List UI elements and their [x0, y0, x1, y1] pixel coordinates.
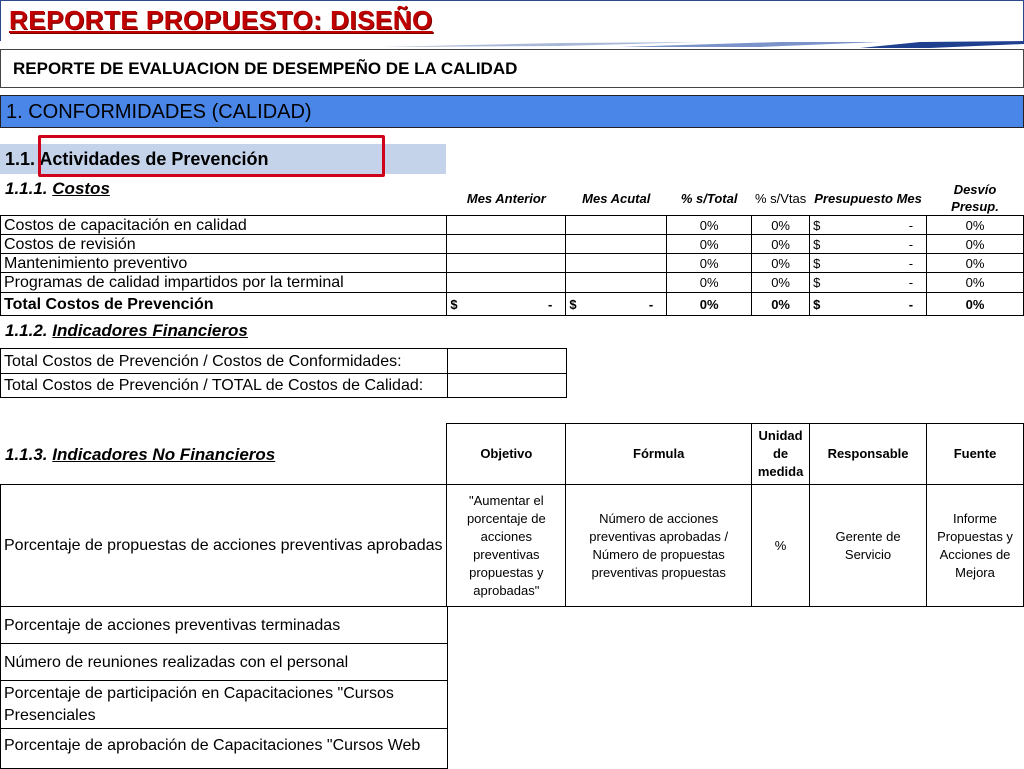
- cell-empty[interactable]: [566, 216, 667, 235]
- cell-empty[interactable]: [566, 254, 667, 273]
- cell-empty[interactable]: [448, 374, 567, 398]
- total-budget: $ -: [810, 293, 927, 316]
- col-unidad: Unidad de medida: [752, 424, 810, 485]
- report-subtitle: REPORTE DE EVALUACION DE DESEMPEÑO DE LA CALIDAD: [13, 59, 518, 78]
- cell-empty[interactable]: [566, 235, 667, 254]
- nonfinancial-heading-num: 1.1.3.: [5, 445, 48, 464]
- row-label: Porcentaje de acciones preventivas terminadas: [1, 607, 448, 644]
- cell-empty[interactable]: [447, 254, 566, 273]
- cell-budget: $ -: [810, 273, 927, 293]
- section-title: 1. CONFORMIDADES (CALIDAD): [6, 101, 312, 123]
- table-row: [1, 273, 1024, 293]
- section-header: [0, 95, 1024, 128]
- col-objetivo: Objetivo: [447, 424, 566, 485]
- table-row: [1, 607, 448, 644]
- table-row: [1, 681, 448, 729]
- cell-deviation: 0%: [927, 273, 1024, 293]
- nonfinancial-header-row: [1, 424, 1024, 485]
- nonfinancial-heading-text: Indicadores No Financieros: [52, 445, 276, 464]
- costs-table: [0, 181, 1024, 316]
- cell-empty[interactable]: [447, 273, 566, 293]
- title-bar: [0, 0, 1024, 42]
- row-label: Total Costos de Prevención / TOTAL de Costos de Calidad:: [1, 374, 448, 398]
- col-responsable: Responsable: [810, 424, 927, 485]
- financial-heading-num: 1.1.2.: [5, 321, 48, 340]
- total-row: [1, 293, 1024, 316]
- col-desvio: Desvío Presup.: [951, 182, 999, 214]
- table-row: [1, 644, 448, 681]
- cell-pct-vtas: 0%: [752, 235, 810, 254]
- row-label: Total Costos de Prevención / Costos de Conformidades:: [1, 349, 448, 374]
- cell-pct-vtas: 0%: [752, 254, 810, 273]
- costs-heading-num: 1.1.1.: [5, 179, 48, 198]
- cell-responsible: Gerente de Servicio: [810, 485, 927, 607]
- highlight-box: [38, 135, 385, 177]
- row-label: Costos de revisión: [1, 235, 447, 254]
- table-row: [1, 729, 448, 769]
- cell-pct-vtas: 0%: [752, 273, 810, 293]
- row-label: Costos de capacitación en calidad: [1, 216, 447, 235]
- cell-deviation: 0%: [927, 254, 1024, 273]
- cell-empty[interactable]: [447, 216, 566, 235]
- total-prev: $ -: [447, 293, 566, 316]
- total-pct-total: 0%: [667, 293, 752, 316]
- col-mes-anterior: Mes Anterior: [466, 190, 546, 206]
- row-label: Mantenimiento preventivo: [1, 254, 447, 273]
- row-label: Porcentaje de propuestas de acciones preventivas aprobadas: [1, 485, 447, 607]
- nonfinancial-table: [0, 423, 1024, 607]
- page-title: REPORTE PROPUESTO: DISEÑO: [9, 5, 433, 35]
- costs-heading-text: Costos: [52, 179, 110, 198]
- cell-objective: "Aumentar el porcentaje de acciones preventivas propuestas y aprobadas": [447, 485, 566, 607]
- total-deviation: 0%: [927, 293, 1024, 316]
- cell-empty[interactable]: [447, 235, 566, 254]
- cell-empty[interactable]: [566, 273, 667, 293]
- col-fuente: Fuente: [927, 424, 1024, 485]
- financial-table: [0, 348, 567, 398]
- nonfinancial-rows-table: [0, 606, 448, 769]
- cell-pct-total: 0%: [667, 254, 752, 273]
- cell-deviation: 0%: [927, 235, 1024, 254]
- costs-header-row: [1, 181, 1024, 216]
- col-pct-vtas: % s/Vtas: [754, 190, 807, 206]
- cell-budget: $ -: [810, 235, 927, 254]
- col-mes-actual: Mes Acutal: [582, 190, 651, 206]
- financial-heading-text: Indicadores Financieros: [52, 321, 248, 340]
- row-label: Programas de calidad impartidos por la terminal: [1, 273, 447, 293]
- decorative-stripe: [0, 41, 1024, 49]
- cell-budget: $ -: [810, 216, 927, 235]
- col-formula: Fórmula: [566, 424, 752, 485]
- subsection-title: 1.1. Actividades de Prevención: [5, 149, 269, 169]
- cell-budget: $ -: [810, 254, 927, 273]
- table-row: [1, 216, 1024, 235]
- col-presupuesto: Presupuesto Mes: [814, 190, 922, 206]
- cell-pct-total: 0%: [667, 235, 752, 254]
- cell-pct-total: 0%: [667, 273, 752, 293]
- total-label: Total Costos de Prevención: [1, 293, 447, 316]
- cell-pct-vtas: 0%: [752, 216, 810, 235]
- table-row: [1, 485, 1024, 607]
- financial-heading: [5, 321, 248, 341]
- row-label: Porcentaje de aprobación de Capacitaciones "Cursos Web: [1, 729, 448, 769]
- cell-deviation: 0%: [927, 216, 1024, 235]
- cell-unit: %: [752, 485, 810, 607]
- cell-empty[interactable]: [448, 349, 567, 374]
- cell-pct-total: 0%: [667, 216, 752, 235]
- total-current: $ -: [566, 293, 667, 316]
- row-label: Número de reuniones realizadas con el personal: [1, 644, 448, 681]
- col-pct-total: % s/Total: [680, 190, 738, 206]
- table-row: [1, 374, 567, 398]
- cell-source: Informe Propuestas y Acciones de Mejora: [927, 485, 1024, 607]
- row-label: Porcentaje de participación en Capacitaciones "Cursos Presenciales: [1, 681, 448, 729]
- report-subtitle-bar: [0, 49, 1024, 88]
- table-row: [1, 349, 567, 374]
- table-row: [1, 235, 1024, 254]
- cell-formula: Número de acciones preventivas aprobadas / Número de propuestas preventivas propuestas: [566, 485, 752, 607]
- table-row: [1, 254, 1024, 273]
- total-pct-vtas: 0%: [752, 293, 810, 316]
